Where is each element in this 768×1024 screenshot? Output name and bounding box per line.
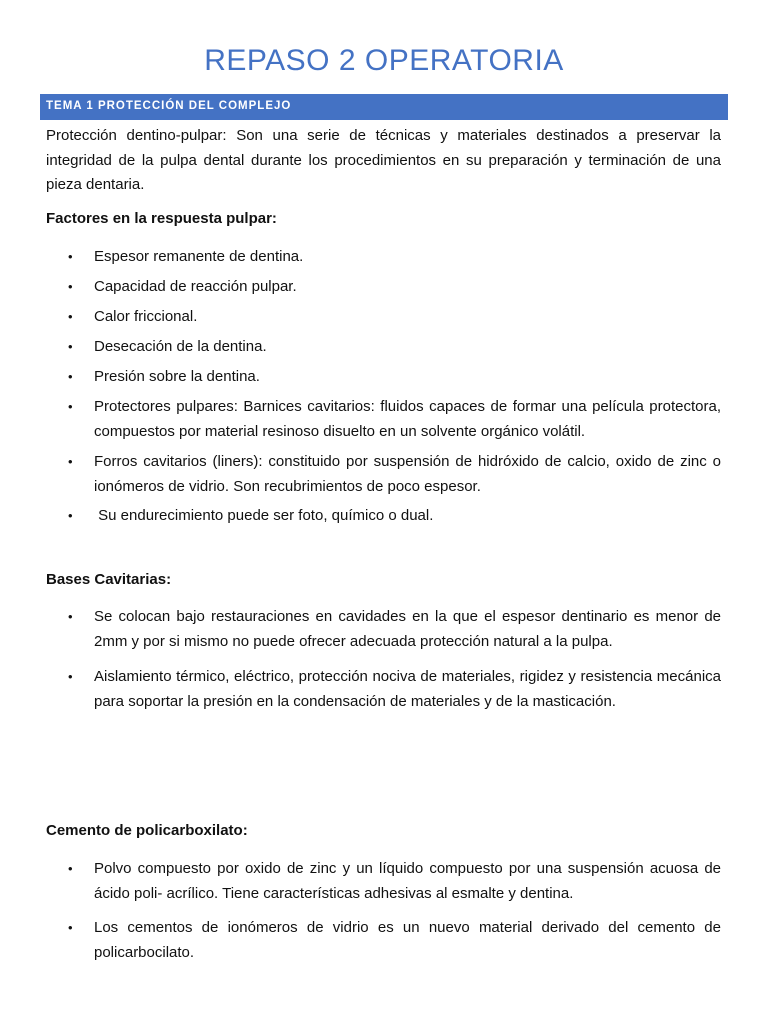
bullet-icon: • [68, 861, 73, 876]
bullet-icon: • [68, 279, 73, 294]
list-item [68, 245, 721, 270]
bullet-icon: • [68, 339, 73, 354]
section-banner: TEMA 1 PROTECCIÓN DEL COMPLEJO [40, 94, 728, 120]
list-item-text: Capacidad de reacción pulpar. [94, 278, 297, 295]
list-item-text: Espesor remanente de dentina. [94, 248, 304, 265]
bullet-icon: • [68, 249, 73, 264]
bullet-icon: • [68, 309, 73, 324]
list-item [68, 305, 721, 330]
list-item [68, 504, 721, 529]
list-item-text: Se colocan bajo restauraciones en cavidades en la que el espesor dentinario es menor de 2mm y por si mismo no puede ofrecer adecuada protección natural a la pulpa. [94, 608, 721, 650]
bullet-icon: • [68, 508, 73, 523]
bullet-icon: • [68, 669, 73, 684]
bullet-icon: • [68, 369, 73, 384]
list-item-text: Aislamiento térmico, eléctrico, protección nociva de materiales, rigidez y resistencia mecánica para soportar la presión en la condensación de materiales y de la masticación. [94, 668, 721, 710]
list-item [68, 665, 721, 714]
list-item-text: Calor friccional. [94, 308, 198, 325]
list-item-text: Forros cavitarios (liners): constituido por suspensión de hidróxido de calcio, oxido de zinc o ionómeros de vidrio. Son recubrimientos de poco espesor. [94, 453, 721, 495]
section-heading-cemento: Cemento de policarboxilato: [46, 822, 248, 839]
bullet-icon: • [68, 920, 73, 935]
list-item-text: Presión sobre la dentina. [94, 368, 260, 385]
list-item-text: Desecación de la dentina. [94, 338, 267, 355]
intro-paragraph: Protección dentino-pulpar: Son una serie de técnicas y materiales destinados a preservar la integridad de la pulpa dental durante los procedimientos en su preparación y terminación de una pieza dentaria. [46, 127, 721, 193]
bullet-icon: • [68, 454, 73, 469]
page-title: REPASO 2 OPERATORIA [204, 44, 564, 77]
bullet-icon: • [68, 399, 73, 414]
list-item [68, 605, 721, 654]
list-item [68, 335, 721, 360]
list-item [68, 857, 721, 906]
list-item-text: Polvo compuesto por oxido de zinc y un líquido compuesto por una suspensión acuosa de ácido poli- acrílico. Tiene características adhesivas al esmalte y dentina. [94, 860, 721, 902]
list-item-text: Protectores pulpares: Barnices cavitarios: fluidos capaces de formar una película protectora, compuestos por material resinoso disuelto en un solvente orgánico volátil. [94, 398, 721, 440]
list-item [68, 275, 721, 300]
list-item-text: Los cementos de ionómeros de vidrio es un nuevo material derivado del cemento de policarbocilato. [94, 919, 721, 961]
section-heading-factores: Factores en la respuesta pulpar: [46, 210, 277, 227]
list-item [68, 365, 721, 390]
list-item [68, 395, 721, 444]
list-item [68, 450, 721, 499]
section-heading-bases: Bases Cavitarias: [46, 571, 172, 588]
list-item-text: Su endurecimiento puede ser foto, químico o dual. [94, 507, 434, 524]
bullet-icon: • [68, 609, 73, 624]
list-item [68, 916, 721, 965]
